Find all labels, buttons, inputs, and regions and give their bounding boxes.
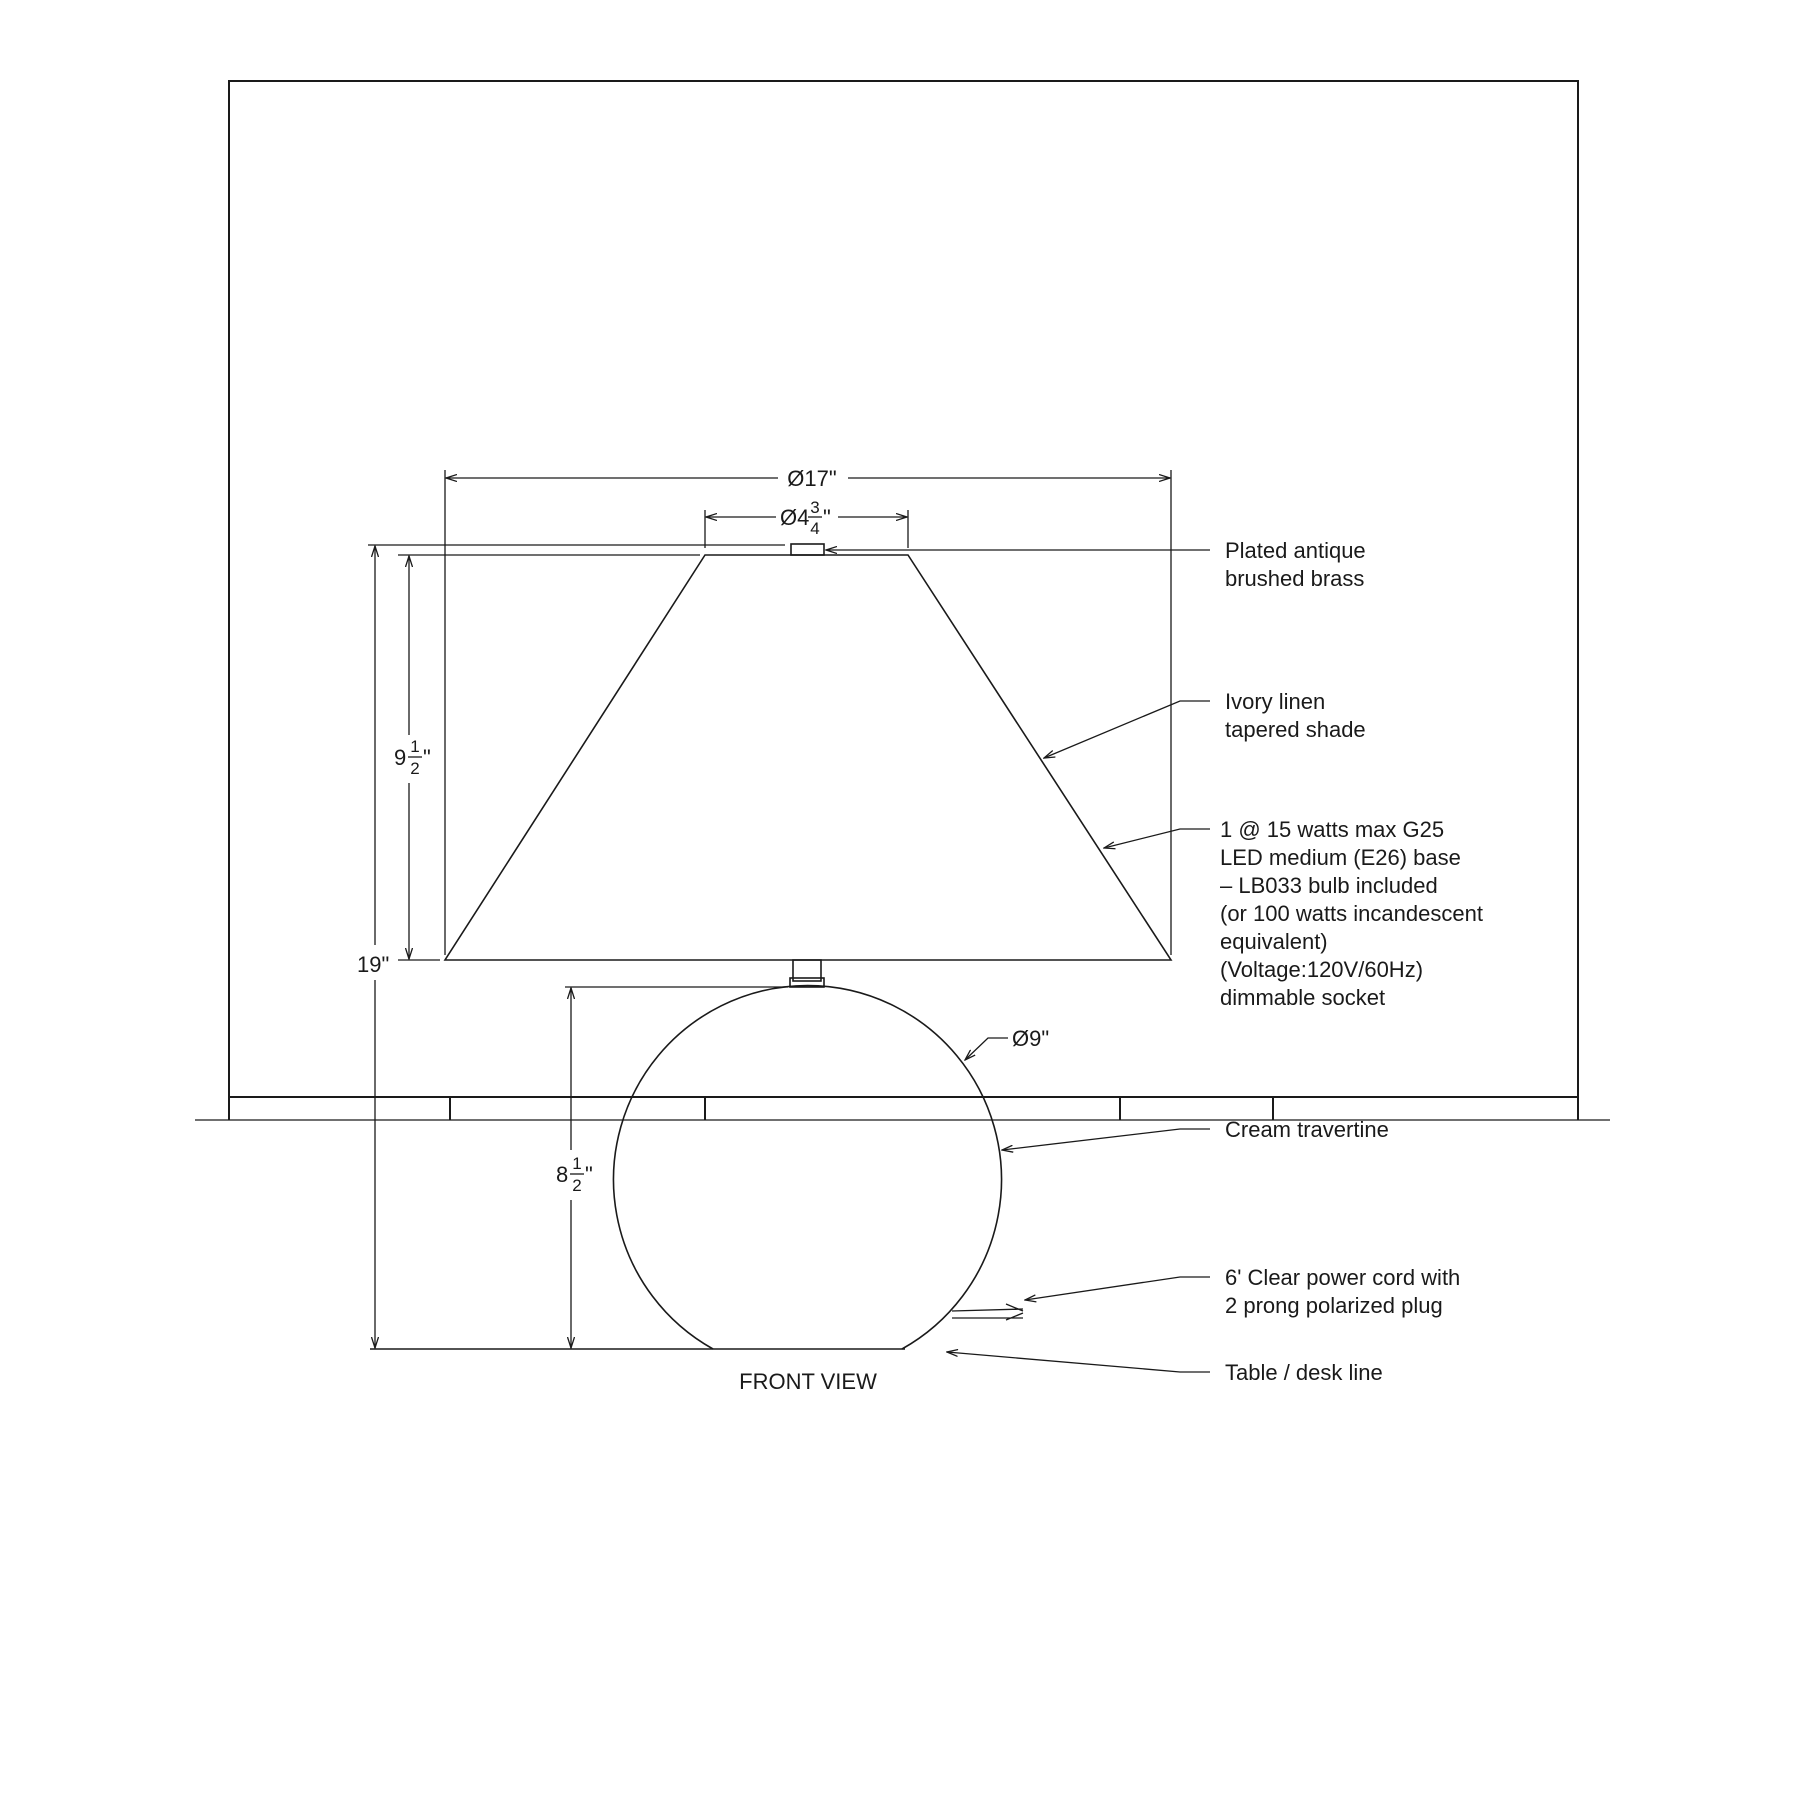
sheet-frame [229,81,1578,1097]
fraction-denominator: 2 [572,1176,582,1195]
callout-base: Cream travertine [1225,1117,1389,1142]
shade-bottom-diameter: Ø17" [787,466,837,491]
callout-finial: Plated antique brushed brass [1225,538,1366,591]
dimension-text: 8 [556,1162,569,1187]
dimension-text: " [823,505,831,530]
power-cord [952,1304,1023,1320]
base-diameter: Ø9" [1012,1026,1050,1051]
dimension-text: " [423,745,431,770]
callout-shade: Ivory linen tapered shade [1225,689,1366,742]
fraction-denominator: 4 [810,519,820,538]
callout-leaders [826,550,1210,1372]
leader-base [1002,1129,1210,1150]
callout-table: Table / desk line [1225,1360,1383,1385]
leader-cord [1025,1277,1210,1300]
lamp-drawing [370,544,1171,1349]
leader-table [947,1352,1210,1372]
callout-bulb: 1 @ 15 watts max G25 LED medium (E26) base – LB033 bulb included (or 100 watts incandescent equivalent) (Voltage:120V/60Hz) dimmable socket [1220,817,1483,1010]
leader-shade [1044,701,1210,758]
leader-bulb [1104,829,1210,848]
dimension-text: 9 [394,745,407,770]
overall-height: 19" [357,952,390,977]
fraction-numerator: 1 [410,737,420,756]
fraction-numerator: 1 [572,1154,582,1173]
dimension-text: " [585,1162,593,1187]
fraction-numerator: 3 [810,498,820,517]
finial [791,544,824,555]
fraction-denominator: 2 [410,759,420,778]
base-height [556,1154,593,1195]
lamp-shade [445,555,1171,960]
shade-top-diameter [780,498,831,538]
callout-cord: 6' Clear power cord with 2 prong polarized plug [1225,1265,1461,1318]
leader-line [965,1038,1008,1060]
travertine-sphere-base [613,986,1001,1349]
callouts [1220,538,1489,1385]
dimension-text: Ø4 [780,505,810,530]
view-label: FRONT VIEW [739,1369,877,1394]
shade-height [394,737,431,778]
